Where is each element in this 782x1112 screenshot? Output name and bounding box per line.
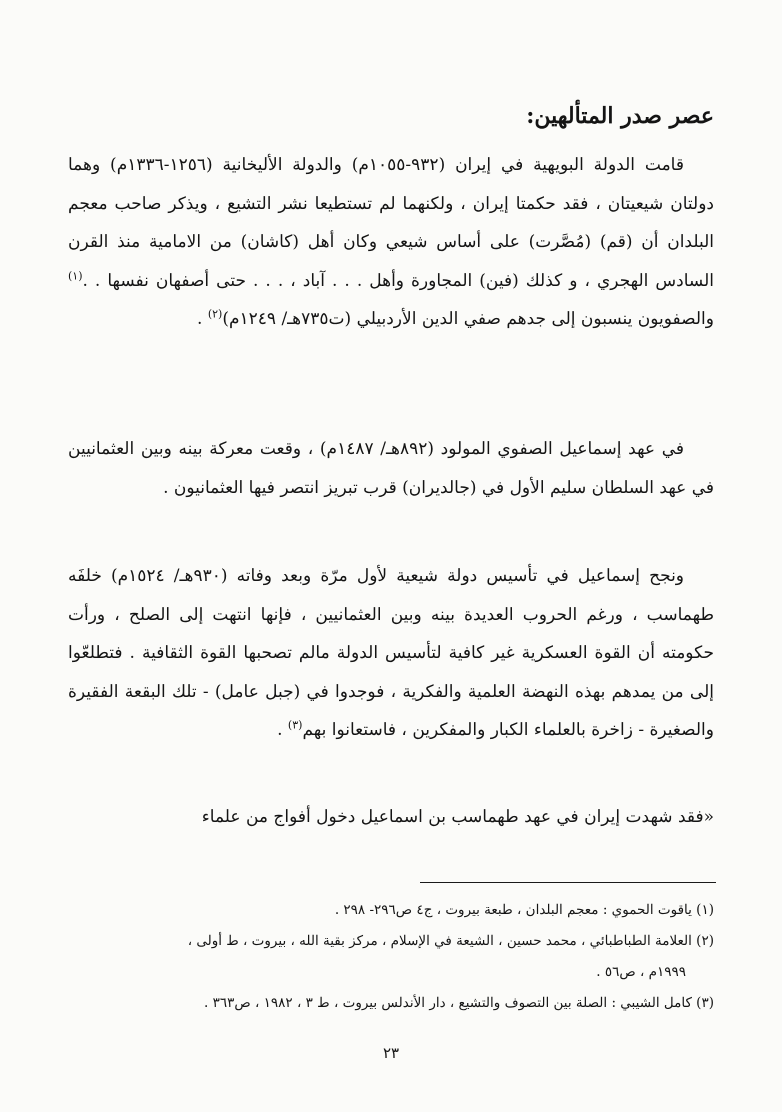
section-heading: عصر صدر المتألهين:: [526, 103, 714, 129]
footnote-divider: [420, 882, 716, 883]
paragraph-4: «فقد شهدت إيران في عهد طهماسب بن اسماعيل دخول أفواج من علماء: [201, 807, 714, 827]
footnotes: [68, 895, 714, 1019]
footnote-ref-2: (٢): [207, 307, 223, 321]
footnote-1: (١) ياقوت الحموي : معجم البلدان ، طبعة بيروت ، ج٤ ص٢٩٦- ٢٩٨ .: [334, 902, 714, 918]
footnote-2-continued: ١٩٩٩م ، ص٥٦ .: [596, 964, 686, 980]
footnote-ref-1: (١): [68, 268, 83, 282]
paragraph-3-end: .: [277, 720, 283, 740]
footnote-2: (٢) العلامة الطباطبائي ، محمد حسين ، الشيعة في الإسلام ، مركز بقية الله ، بيروت ، ط أولى ،: [187, 933, 714, 949]
paragraph-3-text: ونجح إسماعيل في تأسيس دولة شيعية لأول مرّة وبعد وفاته (٩٣٠هـ/ ١٥٢٤م) خلفَه طهماسب ، ورغم الحروب العديدة بينه وبين العثمانيين ، فإنها انتهت إلى الصلح ، ورأت حكومته أن القوة العسكرية غير كافية لتأسيس الدولة مالم تصحبها القوة الثقافية . فتطلعّوا إلى من يمدهم بهذه النهضة العلمية والفكرية ، فوجدوا في (جبل عامل) - تلك البقعة الفقيرة والصغيرة - زاخرة بالعلماء الكبار والمفكرين ، فاستعانوا بهم: [68, 566, 714, 740]
page-number: ٢٣: [382, 1044, 400, 1062]
paragraph-1-text: قامت الدولة البويهية في إيران (٩٣٢-١٠٥٥م) والدولة الأليخانية (١٢٥٦-١٣٣٦م) وهما دولتان شيعيتان ، فقد حكمتا إيران ، ولكنهما لم تستطيعا نشر التشيع ، ويذكر صاحب معجم البلدان أن (قم) (مُصَّرت) على أساس شيعي وكان أهل (كاشان) من الامامية منذ القرن السادس الهجري ، و كذلك (فين) المجاورة وأهل . . . آباد ، . . . حتى أصفهان نفسها . .: [68, 155, 715, 291]
paragraph-1: [68, 146, 714, 339]
paragraph-1-end: .: [197, 309, 203, 329]
paragraph-2: في عهد إسماعيل الصفوي المولود (٨٩٢هـ/ ١٤٨٧م) ، وقعت معركة بينه وبين العثمانيين في عهد السلطان سليم الأول في (جالديران) قرب تبريز انتصر فيها العثمانيون .: [68, 439, 714, 498]
footnote-ref-3: (٣): [287, 718, 303, 732]
footnote-3: (٣) كامل الشيبي : الصلة بين التصوف والتشيع ، دار الأندلس بيروت ، ط ٣ ، ١٩٨٢ ، ص٣٦٣ .: [204, 995, 714, 1011]
paragraph-3: [68, 557, 714, 750]
paragraph-1-text-2: والصفويون ينسبون إلى جدهم صفي الدين الأردبيلي (ت٧٣٥هـ/ ١٢٤٩م): [222, 309, 714, 329]
